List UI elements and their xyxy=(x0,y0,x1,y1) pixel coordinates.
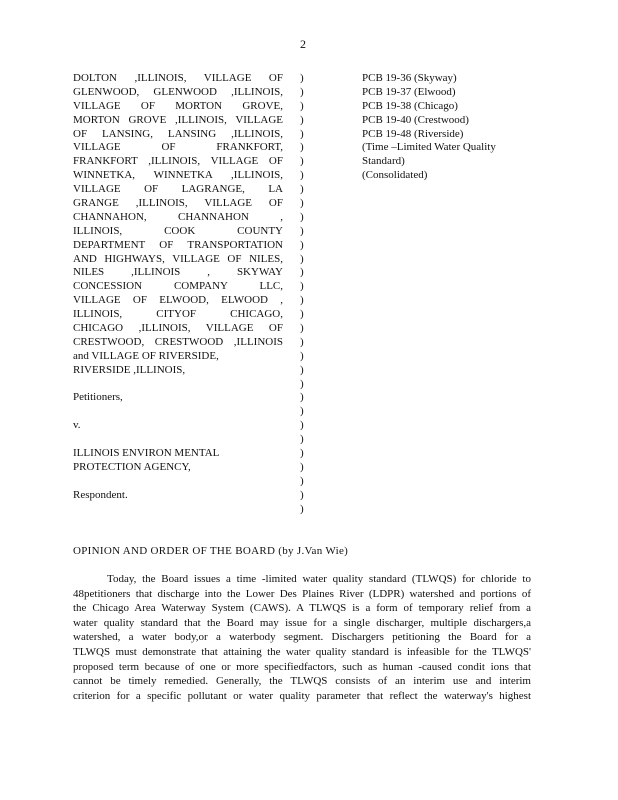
caption-paren: ) xyxy=(300,419,304,432)
body-line: Today, the Board issues a time -limited water quality standard (TLWQS) for chloride to xyxy=(107,573,531,585)
body-line: criterion for a specific pollutant or water quality parameter that reflect the waterway's highest xyxy=(73,689,531,702)
caption-paren: ) xyxy=(300,322,304,335)
caption-paren: ) xyxy=(300,391,304,404)
party-line: WINNETKA, WINNETKA ,ILLINOIS, xyxy=(73,169,283,182)
caption-paren: ) xyxy=(300,266,304,279)
party-line: CONCESSION COMPANY LLC, xyxy=(73,280,283,293)
party-line: FRANKFORT ,ILLINOIS, VILLAGE OF xyxy=(73,155,283,168)
party-line: and VILLAGE OF RIVERSIDE, xyxy=(73,349,219,362)
case-number: PCB 19-37 (Elwood) xyxy=(362,85,456,98)
case-number: PCB 19-40 (Crestwood) xyxy=(362,113,469,126)
body-paragraph xyxy=(73,572,531,703)
caption-paren: ) xyxy=(300,433,304,446)
caption-paren: ) xyxy=(300,169,304,182)
caption-paren: ) xyxy=(300,405,304,418)
body-line: water quality standard that the Board may issue for a single discharger, multiple dischargers,a xyxy=(73,616,531,629)
caption-paren: ) xyxy=(300,155,304,168)
case-number: PCB 19-36 (Skyway) xyxy=(362,72,457,84)
versus-label: v. xyxy=(73,419,81,432)
caption-paren: ) xyxy=(300,252,304,265)
case-numbers xyxy=(362,72,522,183)
party-line: CHICAGO ,ILLINOIS, VILLAGE OF xyxy=(73,322,283,335)
caption-paren: ) xyxy=(300,72,304,84)
caption-paren: ) xyxy=(300,197,304,210)
respondent-line: ILLINOIS ENVIRON MENTAL xyxy=(73,447,220,460)
party-line: ILLINOIS, COOK COUNTY xyxy=(73,224,283,237)
opinion-heading: OPINION AND ORDER OF THE BOARD (by J.Van Wie) xyxy=(73,545,349,557)
caption-paren: ) xyxy=(300,502,304,515)
body-line: 48petitioners that discharge into the Lower Des Plaines River (LDPR) watershed and portions of xyxy=(73,587,531,600)
party-line: OF LANSING, LANSING ,ILLINOIS, xyxy=(73,127,283,140)
body-line: the Chicago Area Waterway System (CAWS). A TLWQS is a form of temporary relief from a xyxy=(73,602,531,615)
respondent-label: Respondent. xyxy=(73,488,128,501)
case-note: (Consolidated) xyxy=(362,169,428,182)
body-line: TLWQS must demonstrate that attaining the water quality standard is infeasible for the TLWQS' xyxy=(73,645,531,658)
caption-paren-column xyxy=(300,72,310,517)
case-note: (Time –Limited Water Quality xyxy=(362,141,496,154)
case-note: Standard) xyxy=(362,155,405,168)
caption-paren: ) xyxy=(300,113,304,126)
caption-paren: ) xyxy=(300,488,304,501)
caption-paren: ) xyxy=(300,294,304,307)
body-line: cannot be timely remedied. Generally, the TLWQS consists of an interim use and interim xyxy=(73,675,531,688)
caption-paren: ) xyxy=(300,127,304,140)
caption-paren: ) xyxy=(300,377,304,390)
party-line: NILES ,ILLINOIS , SKYWAY xyxy=(73,266,283,279)
party-line: RIVERSIDE ,ILLINOIS, xyxy=(73,363,186,376)
body-line: proposed term because of one or more specifiedfactors, such as human -caused condit ions that xyxy=(73,660,531,673)
caption-paren: ) xyxy=(300,85,304,98)
caption-parties xyxy=(73,72,283,503)
caption-paren: ) xyxy=(300,141,304,154)
caption-paren: ) xyxy=(300,280,304,293)
party-line: AND HIGHWAYS, VILLAGE OF NILES, xyxy=(73,252,283,265)
caption-paren: ) xyxy=(300,308,304,321)
caption-paren: ) xyxy=(300,210,304,223)
page-number: 2 xyxy=(300,37,306,51)
respondent-line: PROTECTION AGENCY, xyxy=(73,460,191,473)
party-line: MORTON GROVE ,ILLINOIS, VILLAGE xyxy=(73,113,283,126)
caption-paren: ) xyxy=(300,99,304,112)
party-line: VILLAGE OF MORTON GROVE, xyxy=(73,99,283,112)
body-line: watershed, a water body,or a waterbody segment. Dischargers petitioning the Board for a xyxy=(73,631,531,644)
party-line: GLENWOOD, GLENWOOD ,ILLINOIS, xyxy=(73,85,283,98)
party-line: CHANNAHON, CHANNAHON , xyxy=(73,210,283,223)
party-line: DEPARTMENT OF TRANSPORTATION xyxy=(73,238,283,251)
party-line: ILLINOIS, CITYOF CHICAGO, xyxy=(73,308,283,321)
party-line: VILLAGE OF FRANKFORT, xyxy=(73,141,283,154)
caption-paren: ) xyxy=(300,224,304,237)
party-line: VILLAGE OF LAGRANGE, LA xyxy=(73,183,283,196)
caption-paren: ) xyxy=(300,238,304,251)
case-number: PCB 19-38 (Chicago) xyxy=(362,99,458,112)
caption-paren: ) xyxy=(300,363,304,376)
caption-paren: ) xyxy=(300,447,304,460)
caption-paren: ) xyxy=(300,460,304,473)
party-line: VILLAGE OF ELWOOD, ELWOOD , xyxy=(73,294,283,307)
caption-paren: ) xyxy=(300,183,304,196)
caption-paren: ) xyxy=(300,474,304,487)
party-line: CRESTWOOD, CRESTWOOD ,ILLINOIS xyxy=(73,335,283,348)
party-line: GRANGE ,ILLINOIS, VILLAGE OF xyxy=(73,197,283,210)
petitioners-label: Petitioners, xyxy=(73,391,123,404)
party-line: DOLTON ,ILLINOIS, VILLAGE OF xyxy=(73,72,283,84)
case-number: PCB 19-48 (Riverside) xyxy=(362,127,464,140)
caption-paren: ) xyxy=(300,335,304,348)
caption-paren: ) xyxy=(300,349,304,362)
